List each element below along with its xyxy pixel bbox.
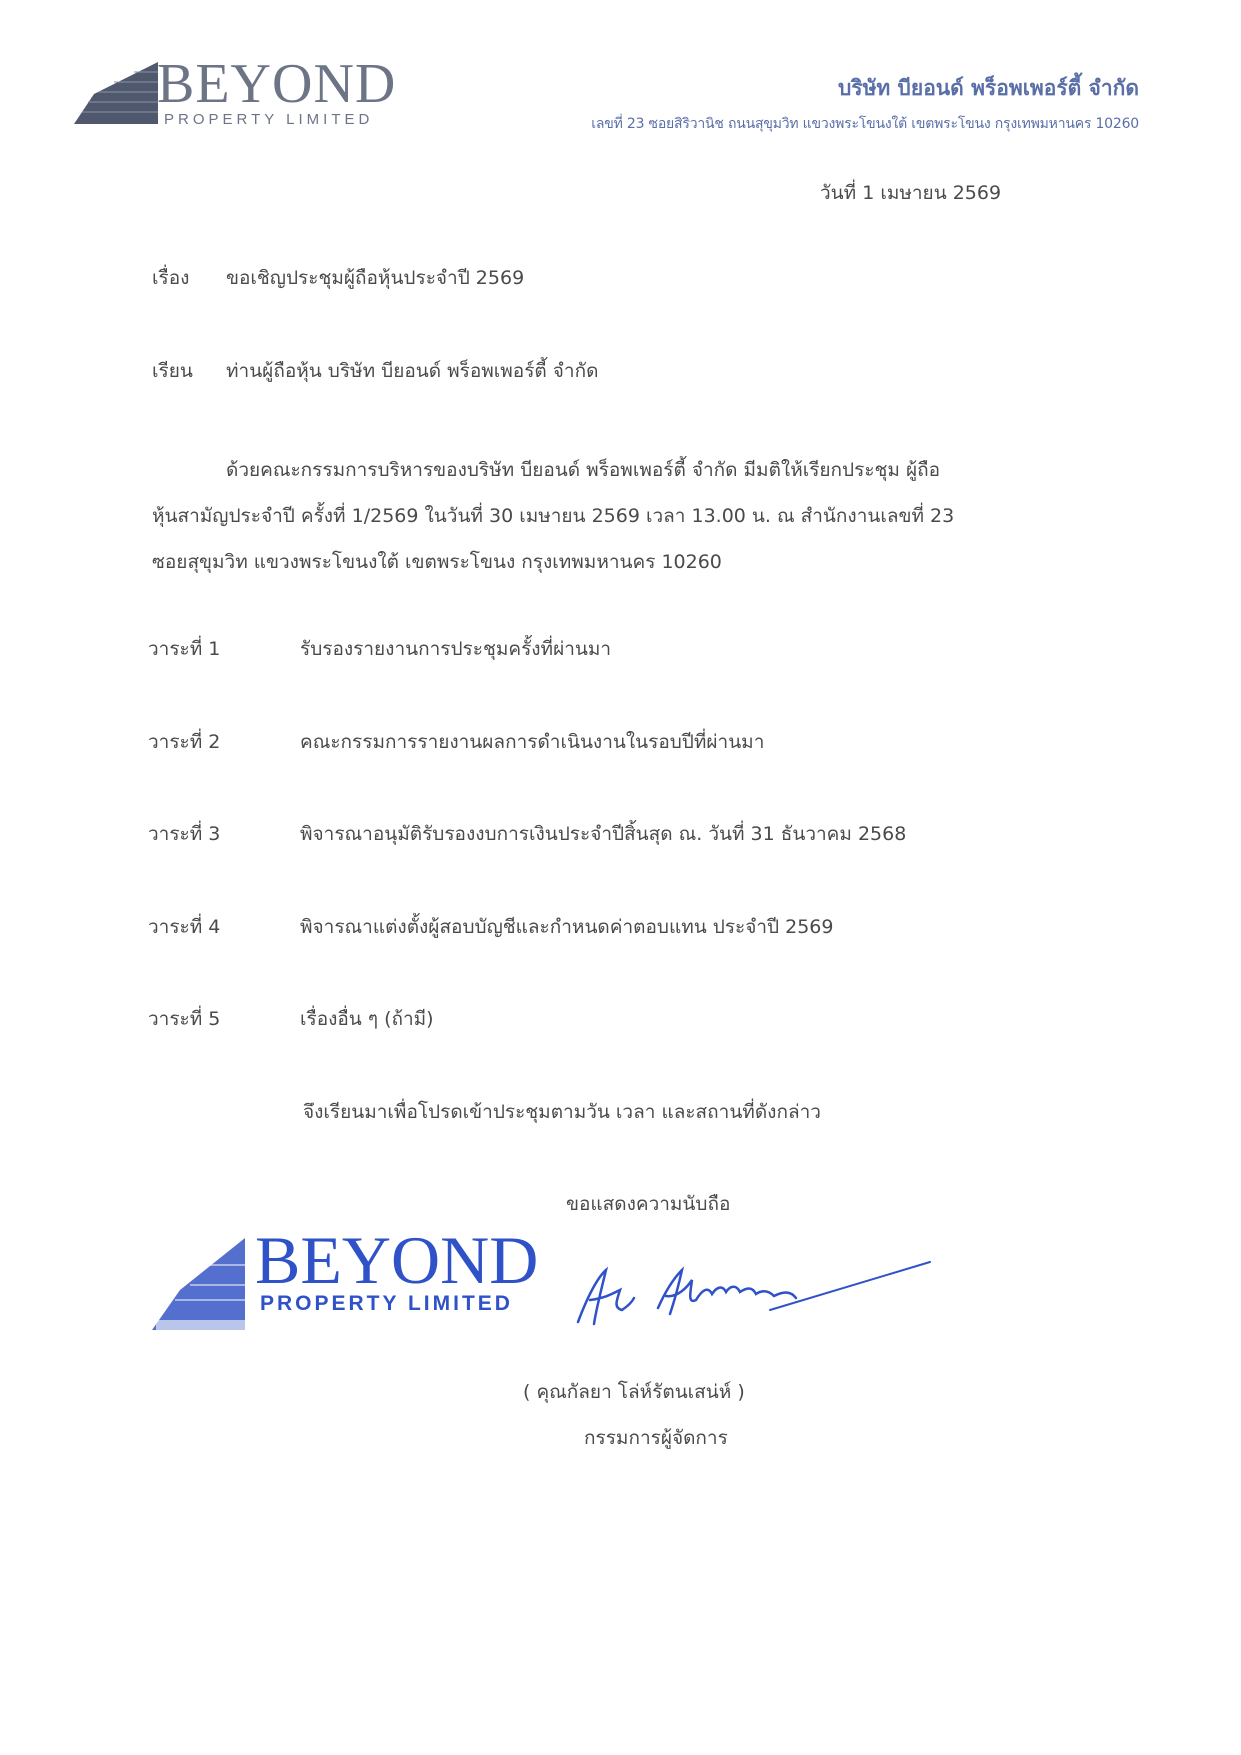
agenda-text: รับรองรายงานการประชุมครั้งที่ผ่านมา	[300, 638, 612, 660]
handwritten-signature	[570, 1250, 940, 1340]
company-stamp	[150, 1222, 570, 1340]
agenda-label: วาระที่ 3	[148, 823, 221, 845]
letter-date: วันที่ 1 เมษายน 2569	[820, 182, 1002, 204]
company-name: บริษัท บียอนด์ พร็อพเพอร์ตี้ จำกัด	[837, 76, 1139, 100]
subject-text: ขอเชิญประชุมผู้ถือหุ้นประจำปี 2569	[226, 267, 525, 289]
stamp-subtitle: PROPERTY LIMITED	[260, 1292, 513, 1315]
regards: ขอแสดงความนับถือ	[566, 1193, 731, 1215]
agenda-text: พิจารณาอนุมัติรับรองงบการเงินประจำปีสิ้นสุด ณ. วันที่ 31 ธันวาคม 2568	[300, 823, 907, 845]
signer-name: ( คุณกัลยา โล่ห์รัตนเสน่ห์ )	[523, 1381, 745, 1403]
body-paragraph	[152, 447, 1082, 585]
body-line: ซอยสุขุมวิท แขวงพระโขนงใต้ เขตพระโขนง กรุงเทพมหานคร 10260	[152, 551, 722, 573]
body-line: ด้วยคณะกรรมการบริหารของบริษัท บียอนด์ พร็อพเพอร์ตี้ จำกัด มีมติให้เรียกประชุม ผู้ถือ	[226, 459, 941, 481]
subject-label: เรื่อง	[152, 267, 190, 289]
agenda-label: วาระที่ 5	[148, 1008, 221, 1030]
agenda-label: วาระที่ 1	[148, 638, 221, 660]
agenda-text: พิจารณาแต่งตั้งผู้สอบบัญชีและกำหนดค่าตอบแทน ประจำปี 2569	[300, 916, 834, 938]
company-address: เลขที่ 23 ซอยสิริวานิช ถนนสุขุมวิท แขวงพระโขนงใต้ เขตพระโขนง กรุงเทพมหานคร 10260	[591, 116, 1139, 132]
addressee-label: เรียน	[152, 360, 193, 382]
agenda-text: เรื่องอื่น ๆ (ถ้ามี)	[300, 1008, 434, 1030]
addressee-text: ท่านผู้ถือหุ้น บริษัท บียอนด์ พร็อพเพอร์ตี้ จำกัด	[226, 360, 599, 382]
building-logo-icon	[74, 62, 164, 132]
body-line: หุ้นสามัญประจำปี ครั้งที่ 1/2569 ในวันที่ 30 เมษายน 2569 เวลา 13.00 น. ณ สำนักงานเลขที่ 23	[152, 505, 955, 527]
agenda-label: วาระที่ 4	[148, 916, 221, 938]
stamp-building-icon	[150, 1230, 260, 1335]
signer-title: กรรมการผู้จัดการ	[584, 1427, 728, 1449]
logo-wordmark: BEYOND	[157, 53, 397, 115]
stamp-wordmark: BEYOND	[255, 1222, 539, 1298]
closing-sentence: จึงเรียนมาเพื่อโปรดเข้าประชุมตามวัน เวลา และสถานที่ดังกล่าว	[303, 1101, 821, 1123]
agenda-label: วาระที่ 2	[148, 731, 221, 753]
agenda-text: คณะกรรมการรายงานผลการดำเนินงานในรอบปีที่ผ่านมา	[300, 731, 765, 753]
logo-subtitle: PROPERTY LIMITED	[164, 111, 374, 128]
company-logo	[74, 53, 414, 135]
